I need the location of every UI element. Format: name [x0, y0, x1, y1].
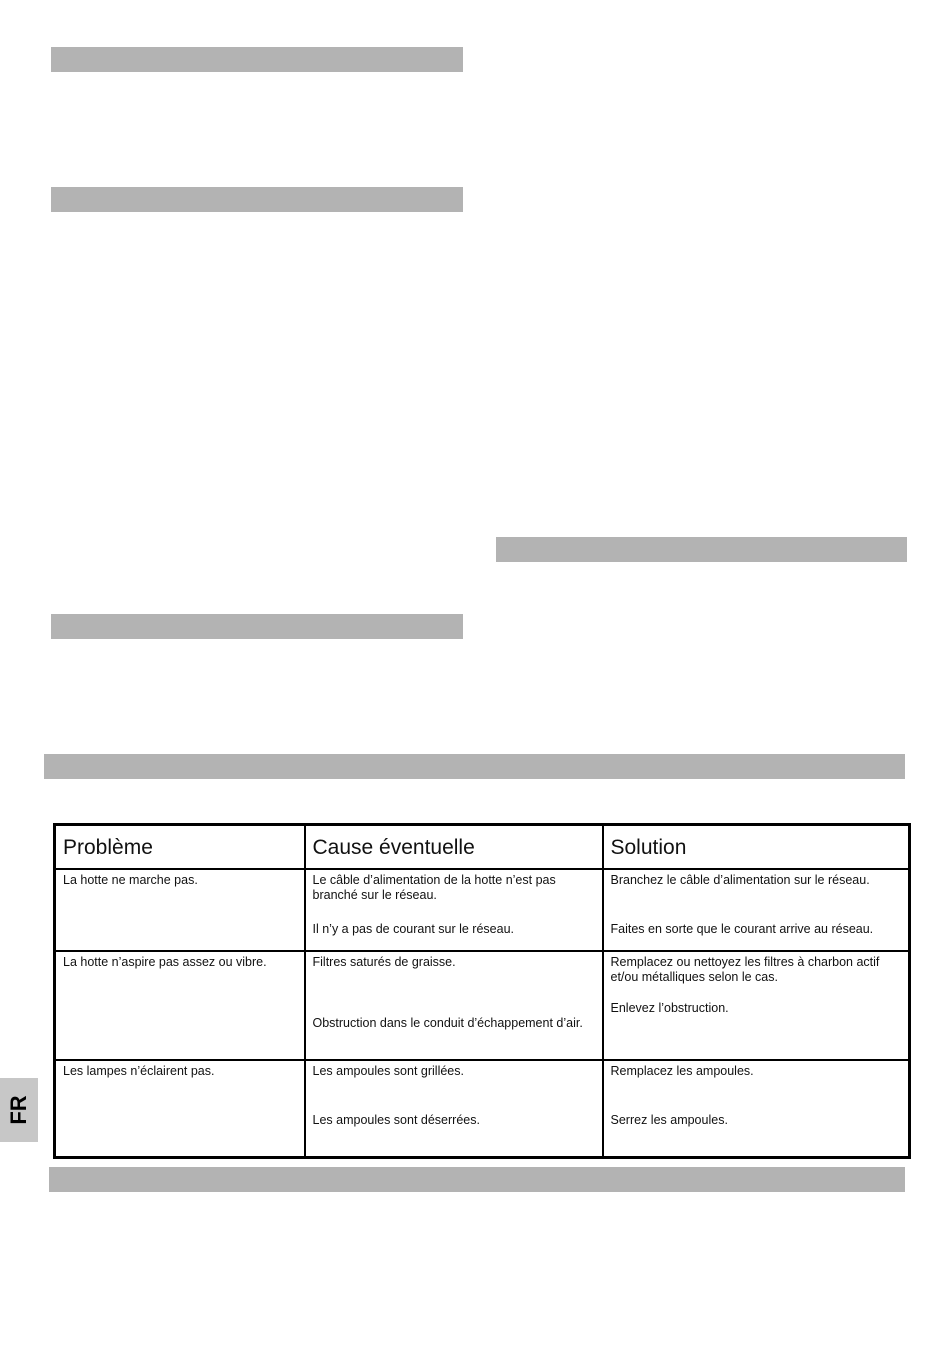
solution-text: Branchez le câble d’alimentation sur le réseau. — [610, 872, 870, 887]
table-row — [55, 869, 910, 951]
problem-cell — [55, 1060, 305, 1158]
solution-text: Remplacez les ampoules. — [610, 1063, 754, 1078]
column-header-solution: Solution — [603, 825, 910, 869]
cause-text: Les ampoules sont grillées. — [312, 1063, 464, 1078]
cause-text: Le câble d’alimentation de la hotte n’est pas branché sur le réseau. — [312, 872, 556, 902]
troubleshooting-table — [53, 823, 911, 1159]
solution-text: Faites en sorte que le courant arrive au réseau. — [610, 921, 874, 936]
solution-text: Enlevez l’obstruction. — [610, 1000, 729, 1015]
cause-text: Les ampoules sont déserrées. — [312, 1112, 480, 1127]
section-header-bar — [44, 754, 905, 779]
problem-cell — [55, 869, 305, 951]
cause-text: Filtres saturés de graisse. — [312, 954, 456, 969]
solution-cell — [603, 1060, 910, 1158]
cause-cell — [305, 951, 603, 1060]
problem-text: La hotte ne marche pas. — [63, 872, 198, 887]
cause-cell — [305, 1060, 603, 1158]
solution-cell — [603, 869, 910, 951]
problem-cell — [55, 951, 305, 1060]
problem-text: Les lampes n’éclairent pas. — [63, 1063, 215, 1078]
column-header-cause: Cause éventuelle — [305, 825, 603, 869]
cause-cell — [305, 869, 603, 951]
column-header-problem: Problème — [55, 825, 305, 869]
section-header-bar — [51, 614, 463, 639]
cause-text: Il n’y a pas de courant sur le réseau. — [312, 921, 515, 936]
solution-text: Remplacez ou nettoyez les filtres à charbon actif et/ou métalliques selon le cas. — [610, 954, 880, 984]
language-tab — [0, 1078, 38, 1142]
section-header-bar — [51, 47, 463, 72]
solution-cell — [603, 951, 910, 1060]
section-header-bar — [496, 537, 907, 562]
cause-text: Obstruction dans le conduit d’échappement d’air. — [312, 1015, 583, 1030]
problem-text: La hotte n’aspire pas assez ou vibre. — [63, 954, 267, 969]
table-row — [55, 1060, 910, 1158]
language-tab-label: FR — [6, 1095, 31, 1125]
solution-text: Serrez les ampoules. — [610, 1112, 728, 1127]
table-row — [55, 951, 910, 1060]
section-header-bar — [51, 187, 463, 212]
section-header-bar — [49, 1167, 905, 1192]
